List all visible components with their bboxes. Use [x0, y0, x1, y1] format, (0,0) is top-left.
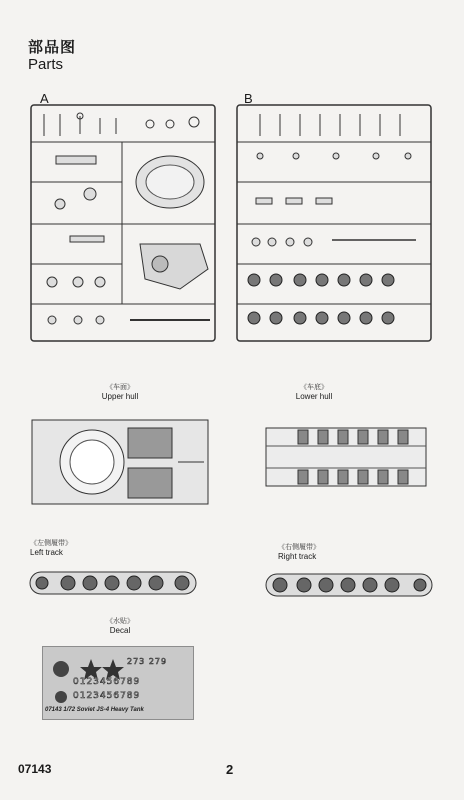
right-track-caption — [278, 542, 338, 561]
decal-tank-numbers: 273 279 — [127, 657, 168, 666]
decal-en: Decal — [109, 626, 131, 635]
upper-hull-caption — [50, 382, 190, 401]
upper-hull-diagram — [28, 416, 212, 508]
left-track-caption — [30, 538, 90, 557]
page-title-en: Parts — [28, 56, 64, 73]
lower-hull-diagram — [262, 422, 434, 492]
lower-hull-en: Lower hull — [295, 392, 333, 401]
sprue-b-label: B — [244, 91, 253, 106]
right-track-diagram — [264, 570, 434, 600]
decal-digits-row2: 0123456789 — [73, 691, 141, 701]
sprue-b-diagram — [236, 104, 432, 342]
page-title-cn: 部品图 — [28, 39, 77, 56]
sprue-a-diagram — [30, 104, 216, 342]
upper-hull-cn: 《车面》 — [106, 384, 134, 391]
decal-digits-row1: 0123456789 — [73, 677, 141, 687]
page-number: 2 — [226, 762, 234, 777]
sprue-a-label: A — [40, 91, 49, 106]
decal-sheet — [42, 646, 194, 720]
decal-sheet-caption: 07143 1/72 Soviet JS-4 Heavy Tank — [45, 707, 144, 713]
lower-hull-cn: 《车底》 — [300, 384, 328, 391]
right-track-en: Right track — [278, 552, 317, 561]
left-track-en: Left track — [30, 548, 63, 557]
lower-hull-caption — [244, 382, 384, 401]
decal-cn: 《水贴》 — [106, 618, 134, 625]
left-track-cn: 《左侧履带》 — [30, 540, 72, 547]
product-code: 07143 — [18, 762, 52, 776]
upper-hull-en: Upper hull — [101, 392, 139, 401]
right-track-cn: 《右侧履带》 — [278, 544, 320, 551]
left-track-diagram — [28, 568, 198, 598]
decal-caption — [50, 616, 190, 635]
